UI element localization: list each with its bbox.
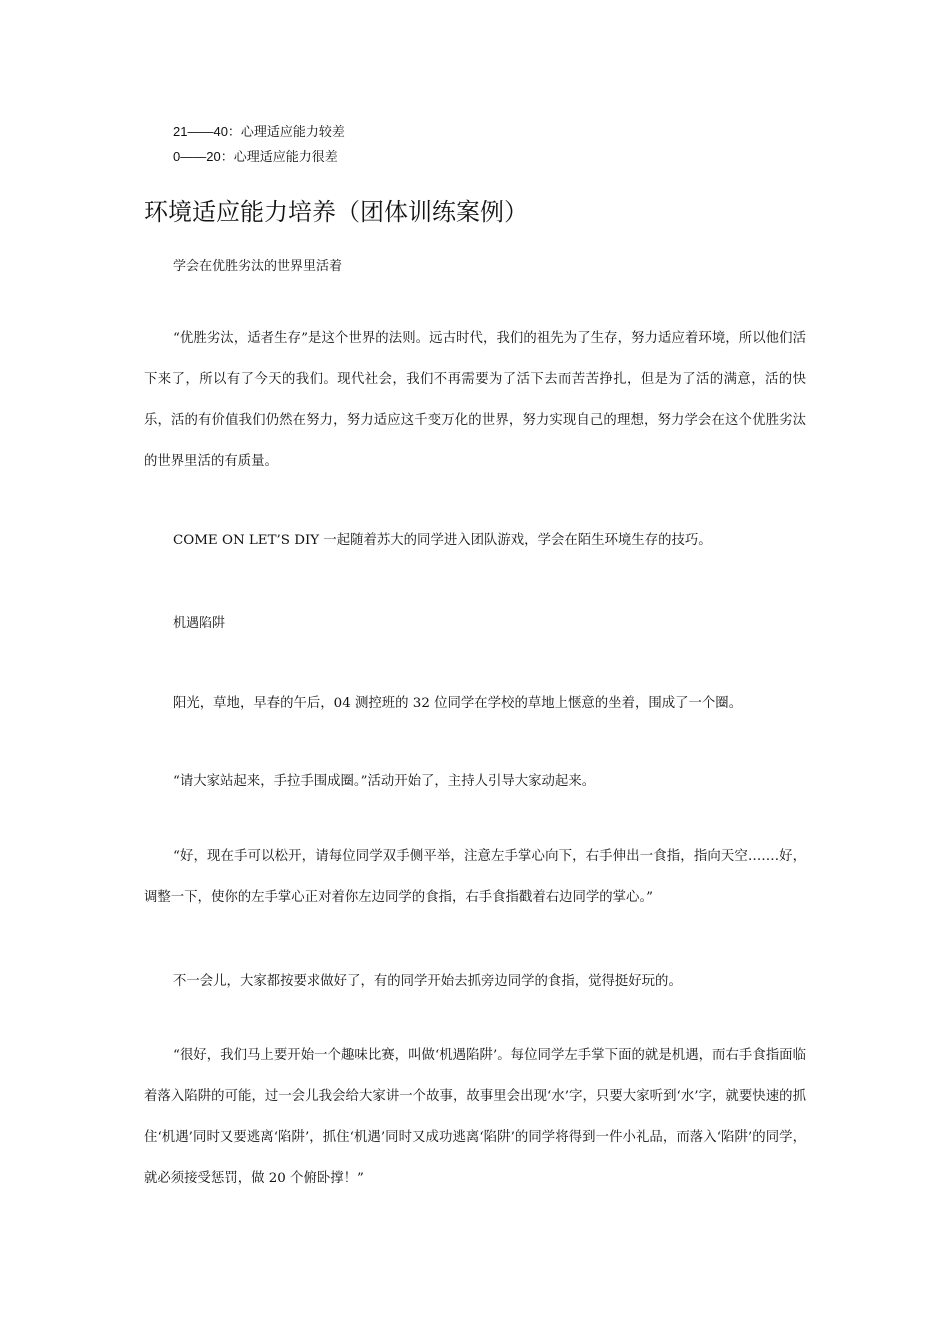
paragraph: 不一会儿，大家都按要求做好了，有的同学开始去抓旁边同学的食指，觉得挺好玩的。 — [173, 974, 682, 989]
page-title: 环境适应能力培养（团体训练案例） — [144, 198, 528, 226]
section-heading: 机遇陷阱 — [173, 616, 226, 631]
paragraph: “优胜劣汰，适者生存”是这个世界的法则。远古时代，我们的祖先为了生存，努力适应着环境，所以他们活下来了，所以有了今天的我们。现代社会，我们不再需要为了活下去而苦苦挣扎，但是为了活的满意，活的快乐，活的有价值我们仍然在努力，努力适应这千变万化的世界，努力实现自己的理想，努力学会在这个优胜劣汰的世界里活的有质量。 — [144, 331, 806, 469]
paragraph: “好，现在手可以松开，请每位同学双手侧平举，注意左手掌心向下，右手伸出一食指，指向天空…….好，调整一下，使你的左手掌心正对着你左边同学的食指，右手食指戳着右边同学的掌心。” — [144, 849, 806, 905]
paragraph: “请大家站起来，手拉手围成圈。”活动开始了，主持人引导大家动起来。 — [173, 774, 596, 789]
paragraph: 阳光，草地，早春的午后，04 测控班的 32 位同学在学校的草地上惬意的坐着，围成了一个圈。 — [173, 696, 743, 711]
paragraph: “很好，我们马上要开始一个趣味比赛，叫做‘机遇陷阱’。每位同学左手掌下面的就是机遇，而右手食指面临着落入陷阱的可能，过一会儿我会给大家讲一个故事，故事里会出现‘水’字，只要大家听到‘水’字，就要快速的抓住‘机遇’同时又要逃离‘陷阱’，抓住‘机遇’同时又成功逃离‘陷阱’的同学将得到一件小礼品，而落入‘陷阱’的同学，就必须接受惩罚，做 20 个俯卧撑！” — [144, 1048, 806, 1186]
paragraph: COME ON LET’S DIY 一起随着苏大的同学进入团队游戏，学会在陌生环境生存的技巧。 — [173, 533, 712, 548]
subtitle: 学会在优胜劣汰的世界里活着 — [173, 259, 343, 274]
score-range-line: 21——40：心理适应能力较差 — [173, 124, 345, 139]
score-range-line: 0——20：心理适应能力很差 — [173, 149, 338, 164]
